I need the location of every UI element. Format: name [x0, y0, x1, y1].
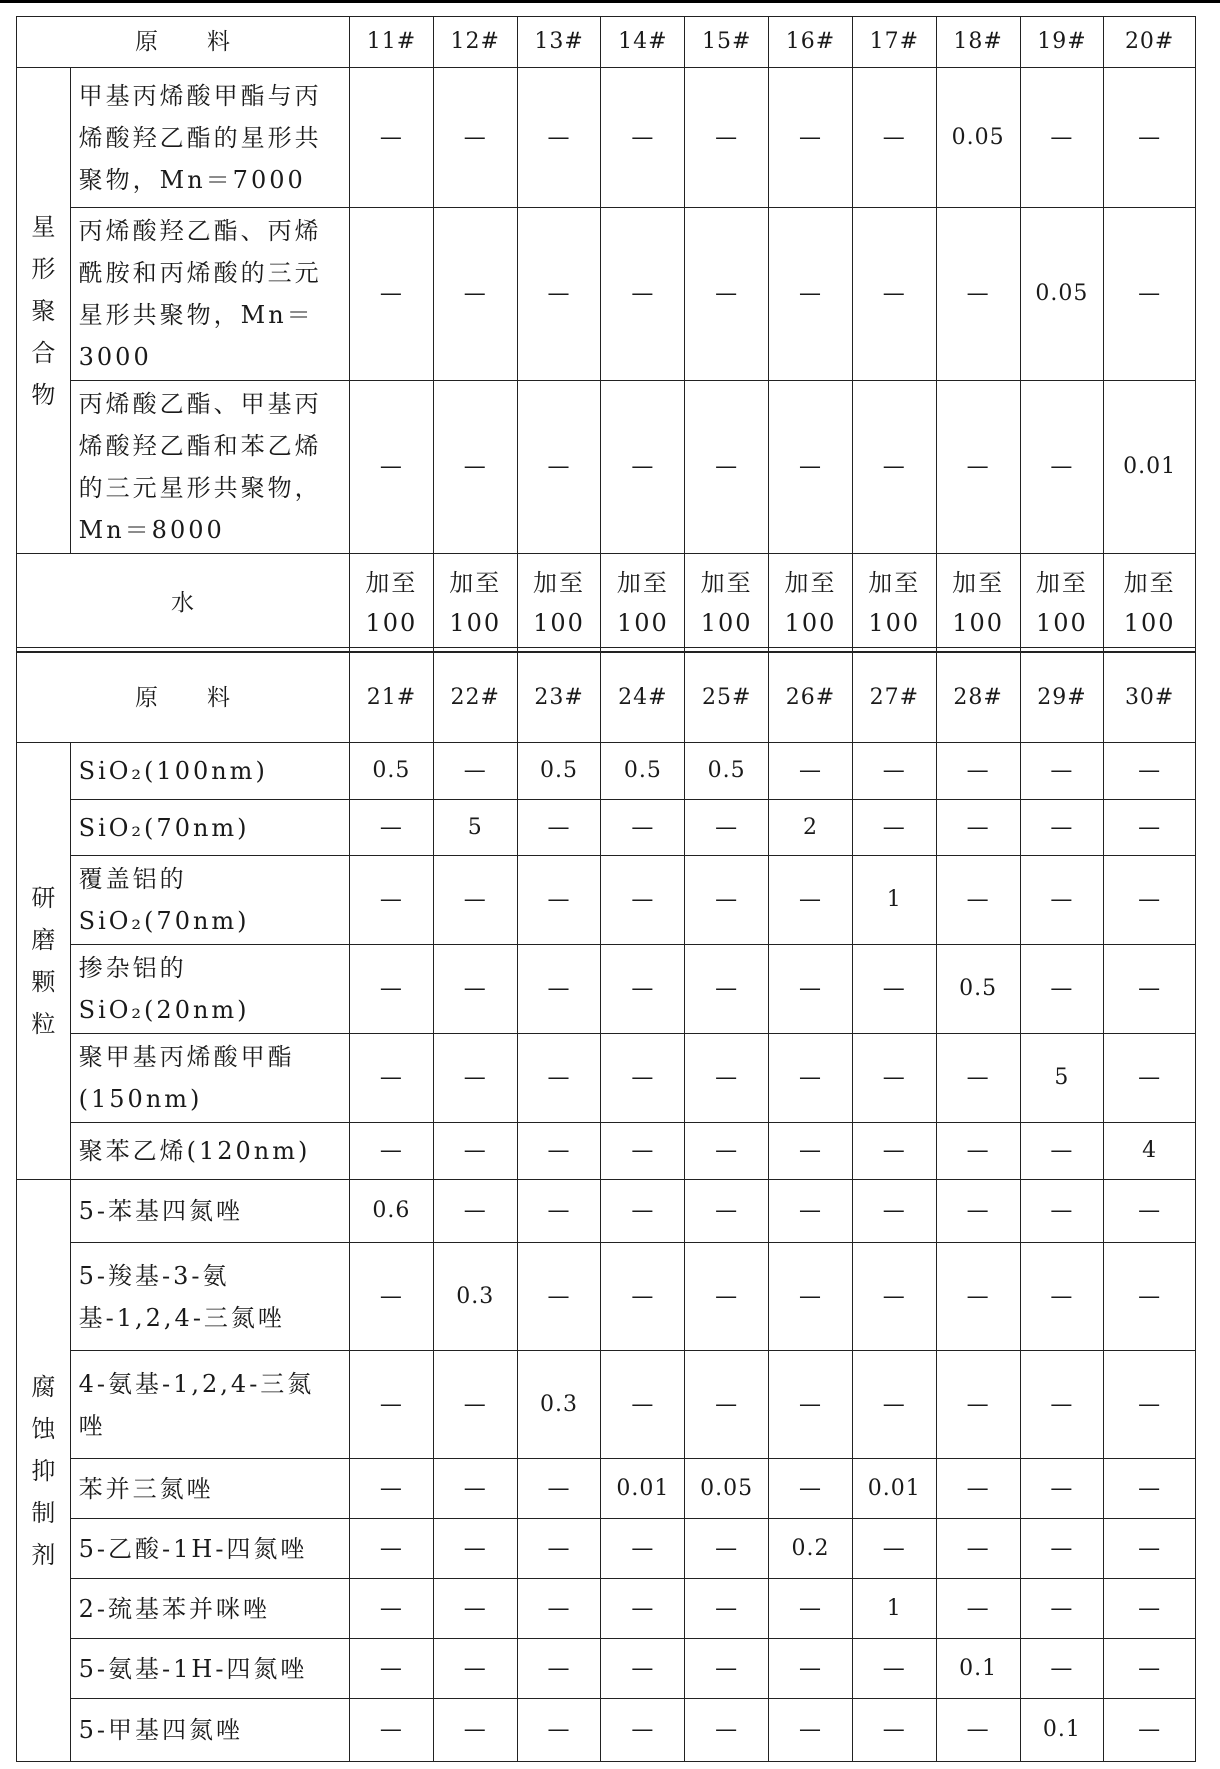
column-header: 17#	[852, 17, 936, 68]
cell-value: —	[350, 1459, 434, 1519]
cell-value: —	[936, 1519, 1020, 1579]
cell-value: 5	[1020, 1034, 1104, 1123]
formulation-table-21-30	[16, 652, 1196, 1762]
table-row	[17, 945, 1196, 1034]
cell-value: —	[936, 800, 1020, 856]
cell-value: —	[1104, 1459, 1196, 1519]
cell-value: —	[769, 1123, 853, 1180]
cell-value: —	[936, 1123, 1020, 1180]
cell-value: 5	[433, 800, 517, 856]
column-header: 30#	[1104, 653, 1196, 743]
table-row	[17, 1459, 1196, 1519]
material-name: 5-氨基-1H-四氮唑	[70, 1639, 349, 1699]
cell-value: —	[517, 1459, 601, 1519]
cell-value: —	[936, 1579, 1020, 1639]
table-row	[17, 1123, 1196, 1180]
cell-value: —	[601, 1699, 685, 1762]
cell-value: —	[1104, 1351, 1196, 1459]
cell-value: —	[517, 1699, 601, 1762]
cell-value: —	[1020, 856, 1104, 945]
cell-value: —	[601, 856, 685, 945]
material-name: 5-甲基四氮唑	[70, 1699, 349, 1762]
column-header: 27#	[852, 653, 936, 743]
cell-value: 0.3	[517, 1351, 601, 1459]
material-name: 4-氨基-1,2,4-三氮唑	[70, 1351, 349, 1459]
cell-value: —	[685, 208, 769, 381]
cell-value: —	[433, 1351, 517, 1459]
cell-value: —	[601, 1351, 685, 1459]
cell-value: —	[1104, 1579, 1196, 1639]
cell-value: —	[1020, 1123, 1104, 1180]
column-header: 19#	[1020, 17, 1104, 68]
cell-value: —	[685, 1243, 769, 1351]
cell-value: —	[433, 1034, 517, 1123]
material-name: 聚苯乙烯(120nm)	[70, 1123, 349, 1180]
group-label-star-polymer: 星形聚合物	[17, 68, 71, 554]
cell-value: —	[601, 68, 685, 208]
column-header: 26#	[769, 653, 853, 743]
cell-value: —	[1020, 1459, 1104, 1519]
cell-value: —	[936, 1351, 1020, 1459]
cell-value: —	[433, 1459, 517, 1519]
group-label-corrosion-inhibitor: 腐蚀抑制剂	[17, 1180, 71, 1762]
group-label-abrasive: 研磨颗粒	[17, 743, 71, 1180]
cell-value: —	[769, 1243, 853, 1351]
cell-value: —	[350, 945, 434, 1034]
cell-value: —	[936, 743, 1020, 800]
cell-value: —	[936, 856, 1020, 945]
cell-value: —	[350, 68, 434, 208]
table-row	[17, 1699, 1196, 1762]
cell-value: —	[685, 1180, 769, 1243]
material-name: 5-苯基四氮唑	[70, 1180, 349, 1243]
cell-value: —	[852, 800, 936, 856]
cell-value: —	[433, 381, 517, 554]
cell-value: —	[769, 1639, 853, 1699]
cell-value: —	[517, 1519, 601, 1579]
cell-value: —	[1020, 1579, 1104, 1639]
cell-value: —	[433, 743, 517, 800]
cell-value: —	[350, 1519, 434, 1579]
cell-value: —	[601, 800, 685, 856]
cell-value: —	[1020, 1639, 1104, 1699]
top-rule	[0, 0, 1220, 3]
cell-value: 0.1	[936, 1639, 1020, 1699]
cell-value: —	[1104, 1699, 1196, 1762]
cell-value: —	[685, 1034, 769, 1123]
cell-value: 0.5	[350, 743, 434, 800]
cell-value: —	[769, 1180, 853, 1243]
cell-value: —	[685, 1519, 769, 1579]
cell-value: —	[350, 1639, 434, 1699]
table-row	[17, 1180, 1196, 1243]
cell-value: —	[936, 1243, 1020, 1351]
header-row	[17, 653, 1196, 743]
material-name: 5-乙酸-1H-四氮唑	[70, 1519, 349, 1579]
cell-value: —	[517, 1180, 601, 1243]
cell-value: —	[433, 1180, 517, 1243]
cell-value: —	[433, 208, 517, 381]
table-row	[17, 1579, 1196, 1639]
cell-value: —	[685, 1639, 769, 1699]
cell-value: —	[601, 1123, 685, 1180]
cell-value: —	[852, 1639, 936, 1699]
cell-value: —	[433, 856, 517, 945]
cell-value: 0.5	[936, 945, 1020, 1034]
cell-value: —	[936, 1180, 1020, 1243]
cell-value: —	[350, 1699, 434, 1762]
cell-value: 0.2	[769, 1519, 853, 1579]
cell-value: —	[1104, 945, 1196, 1034]
cell-value: —	[433, 1639, 517, 1699]
material-name: 覆盖铝的SiO₂(70nm)	[70, 856, 349, 945]
cell-value: —	[1104, 208, 1196, 381]
column-header: 28#	[936, 653, 1020, 743]
cell-value: —	[350, 856, 434, 945]
cell-value: 0.5	[601, 743, 685, 800]
cell-value: —	[769, 1034, 853, 1123]
cell-value: —	[1020, 800, 1104, 856]
cell-value: 1	[852, 856, 936, 945]
table-row	[17, 743, 1196, 800]
cell-value: —	[601, 1180, 685, 1243]
cell-value: —	[601, 945, 685, 1034]
cell-value: —	[1104, 68, 1196, 208]
formulation-table-11-20	[16, 16, 1196, 652]
material-name: 掺杂铝的SiO₂(20nm)	[70, 945, 349, 1034]
cell-value: —	[769, 1579, 853, 1639]
cell-value: —	[769, 1351, 853, 1459]
cell-value: —	[1104, 1639, 1196, 1699]
water-value: 加至100	[1104, 554, 1196, 652]
cell-value: —	[433, 68, 517, 208]
cell-value: 4	[1104, 1123, 1196, 1180]
cell-value: —	[852, 1243, 936, 1351]
header-label: 原 料	[17, 653, 350, 743]
cell-value: —	[852, 1699, 936, 1762]
cell-value: —	[350, 1243, 434, 1351]
water-row	[17, 554, 1196, 652]
cell-value: —	[601, 1639, 685, 1699]
column-header: 25#	[685, 653, 769, 743]
cell-value: 0.05	[685, 1459, 769, 1519]
cell-value: —	[936, 1459, 1020, 1519]
cell-value: —	[350, 1579, 434, 1639]
cell-value: —	[601, 208, 685, 381]
cell-value: —	[685, 381, 769, 554]
cell-value: —	[685, 1579, 769, 1639]
cell-value: 0.3	[433, 1243, 517, 1351]
cell-value: —	[1020, 381, 1104, 554]
cell-value: —	[1104, 1180, 1196, 1243]
water-value: 加至100	[769, 554, 853, 652]
cell-value: —	[517, 1579, 601, 1639]
material-name: 丙烯酸乙酯、甲基丙烯酸羟乙酯和苯乙烯的三元星形共聚物，Mn＝8000	[70, 381, 349, 554]
table-row	[17, 856, 1196, 945]
cell-value: —	[852, 68, 936, 208]
water-value: 加至100	[936, 554, 1020, 652]
cell-value: 0.6	[350, 1180, 434, 1243]
cell-value: —	[936, 208, 1020, 381]
cell-value: —	[852, 945, 936, 1034]
water-value: 加至100	[517, 554, 601, 652]
table-row	[17, 381, 1196, 554]
cell-value: —	[1020, 743, 1104, 800]
cell-value: —	[517, 1034, 601, 1123]
water-value: 加至100	[685, 554, 769, 652]
column-header: 22#	[433, 653, 517, 743]
cell-value: —	[769, 68, 853, 208]
cell-value: —	[936, 1699, 1020, 1762]
cell-value: 0.1	[1020, 1699, 1104, 1762]
cell-value: —	[517, 68, 601, 208]
header-label: 原 料	[17, 17, 350, 68]
cell-value: —	[601, 1034, 685, 1123]
cell-value: —	[769, 1699, 853, 1762]
table-row	[17, 68, 1196, 208]
column-header: 20#	[1104, 17, 1196, 68]
column-header: 29#	[1020, 653, 1104, 743]
material-name: 5-羧基-3-氨基-1,2,4-三氮唑	[70, 1243, 349, 1351]
table-row	[17, 1034, 1196, 1123]
column-header: 14#	[601, 17, 685, 68]
cell-value: —	[685, 800, 769, 856]
cell-value: —	[350, 208, 434, 381]
column-header: 23#	[517, 653, 601, 743]
cell-value: —	[517, 208, 601, 381]
cell-value: —	[852, 208, 936, 381]
cell-value: —	[433, 945, 517, 1034]
cell-value: —	[685, 68, 769, 208]
water-value: 加至100	[601, 554, 685, 652]
cell-value: —	[350, 1123, 434, 1180]
water-value: 加至100	[1020, 554, 1104, 652]
cell-value: —	[517, 1123, 601, 1180]
column-header: 21#	[350, 653, 434, 743]
water-value: 加至100	[852, 554, 936, 652]
cell-value: —	[1104, 1519, 1196, 1579]
cell-value: —	[350, 1034, 434, 1123]
cell-value: —	[852, 1123, 936, 1180]
cell-value: —	[517, 381, 601, 554]
cell-value: —	[601, 1579, 685, 1639]
cell-value: —	[601, 1519, 685, 1579]
material-name: 丙烯酸羟乙酯、丙烯酰胺和丙烯酸的三元星形共聚物，Mn＝3000	[70, 208, 349, 381]
cell-value: —	[852, 743, 936, 800]
cell-value: —	[601, 381, 685, 554]
cell-value: —	[769, 743, 853, 800]
water-value: 加至100	[350, 554, 434, 652]
cell-value: —	[769, 381, 853, 554]
column-header: 15#	[685, 17, 769, 68]
cell-value: —	[433, 1123, 517, 1180]
cell-value: —	[350, 381, 434, 554]
cell-value: —	[517, 800, 601, 856]
column-header: 11#	[350, 17, 434, 68]
cell-value: —	[517, 856, 601, 945]
cell-value: 0.01	[1104, 381, 1196, 554]
water-value: 加至100	[433, 554, 517, 652]
cell-value: —	[769, 945, 853, 1034]
cell-value: —	[433, 1699, 517, 1762]
cell-value: 0.01	[601, 1459, 685, 1519]
cell-value: —	[517, 945, 601, 1034]
cell-value: —	[685, 856, 769, 945]
cell-value: —	[936, 1034, 1020, 1123]
cell-value: —	[685, 1351, 769, 1459]
water-label: 水	[17, 554, 350, 652]
material-name: 苯并三氮唑	[70, 1459, 349, 1519]
cell-value: —	[1104, 856, 1196, 945]
cell-value: —	[852, 1180, 936, 1243]
table-row	[17, 1639, 1196, 1699]
cell-value: —	[769, 208, 853, 381]
cell-value: —	[350, 1351, 434, 1459]
cell-value: —	[1020, 68, 1104, 208]
cell-value: —	[685, 1699, 769, 1762]
header-row	[17, 17, 1196, 68]
cell-value: 0.01	[852, 1459, 936, 1519]
table-separator	[16, 647, 1196, 648]
cell-value: —	[1020, 1519, 1104, 1579]
cell-value: 0.05	[936, 68, 1020, 208]
cell-value: —	[769, 856, 853, 945]
cell-value: —	[852, 381, 936, 554]
cell-value: —	[1020, 1180, 1104, 1243]
cell-value: —	[1020, 1351, 1104, 1459]
cell-value: —	[852, 1034, 936, 1123]
cell-value: —	[601, 1243, 685, 1351]
cell-value: 0.5	[685, 743, 769, 800]
table-row	[17, 1519, 1196, 1579]
cell-value: —	[852, 1351, 936, 1459]
column-header: 13#	[517, 17, 601, 68]
column-header: 16#	[769, 17, 853, 68]
cell-value: —	[517, 1639, 601, 1699]
table-row	[17, 800, 1196, 856]
material-name: 聚甲基丙烯酸甲酯(150nm)	[70, 1034, 349, 1123]
cell-value: 0.05	[1020, 208, 1104, 381]
column-header: 12#	[433, 17, 517, 68]
cell-value: —	[433, 1579, 517, 1639]
cell-value: —	[1104, 800, 1196, 856]
cell-value: —	[769, 1459, 853, 1519]
cell-value: —	[1020, 945, 1104, 1034]
cell-value: —	[936, 381, 1020, 554]
material-name: 2-巯基苯并咪唑	[70, 1579, 349, 1639]
material-name: SiO₂(70nm)	[70, 800, 349, 856]
cell-value: —	[1020, 1243, 1104, 1351]
cell-value: —	[517, 1243, 601, 1351]
cell-value: —	[852, 1519, 936, 1579]
cell-value: —	[685, 945, 769, 1034]
material-name: SiO₂(100nm)	[70, 743, 349, 800]
table-row	[17, 1351, 1196, 1459]
cell-value: —	[685, 1123, 769, 1180]
cell-value: 1	[852, 1579, 936, 1639]
cell-value: —	[1104, 1034, 1196, 1123]
cell-value: 0.5	[517, 743, 601, 800]
table-row	[17, 208, 1196, 381]
material-name: 甲基丙烯酸甲酯与丙烯酸羟乙酯的星形共聚物，Mn＝7000	[70, 68, 349, 208]
cell-value: —	[350, 800, 434, 856]
cell-value: 2	[769, 800, 853, 856]
column-header: 24#	[601, 653, 685, 743]
column-header: 18#	[936, 17, 1020, 68]
cell-value: —	[433, 1519, 517, 1579]
table-row	[17, 1243, 1196, 1351]
cell-value: —	[1104, 743, 1196, 800]
cell-value: —	[1104, 1243, 1196, 1351]
